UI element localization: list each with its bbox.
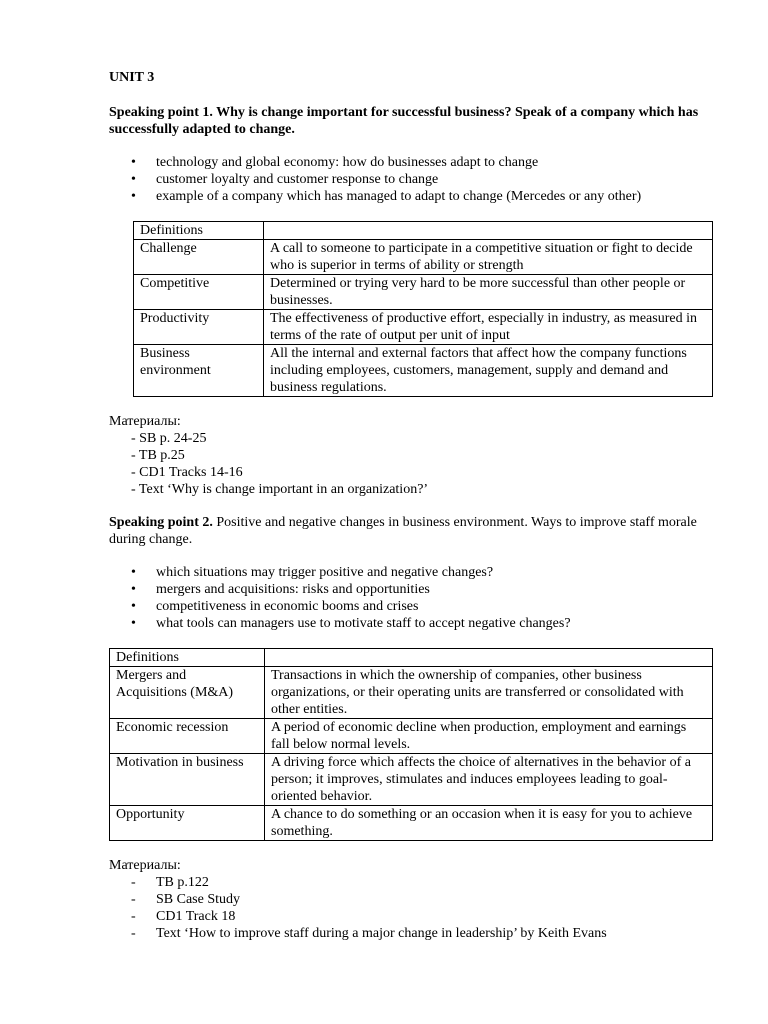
bullet-item: • what tools can managers use to motivate staff to accept negative changes? — [109, 615, 719, 632]
list-item: - TB p.25 — [131, 448, 185, 463]
bullet-item: • technology and global economy: how do businesses adapt to change — [109, 154, 719, 171]
table-row — [110, 806, 713, 841]
materials-heading-2: Материалы: — [109, 858, 181, 873]
term-cell: Economic recession — [110, 719, 265, 754]
document-page — [109, 69, 719, 942]
speaking-point-1-bullets — [109, 154, 719, 205]
speaking-point-2-text: Positive and negative changes in business environment. Ways to improve staff morale during change. — [109, 515, 697, 547]
bullet-item: • mergers and acquisitions: risks and opportunities — [109, 581, 719, 598]
definition-cell: Determined or trying very hard to be more successful than other people or businesses. — [264, 275, 713, 310]
list-item: - TB p.122 — [109, 874, 719, 891]
definition-cell: Transactions in which the ownership of companies, other business organizations, or their operating units are transferred or consolidated with other entities. — [265, 667, 713, 719]
table-header-row — [134, 222, 713, 240]
definition-cell: All the internal and external factors that affect how the company functions including employees, customers, management, supply and demand and business regulations. — [264, 345, 713, 397]
speaking-point-2-title — [109, 514, 719, 548]
definition-cell: A driving force which affects the choice of alternatives in the behavior of a person; it improves, stimulates and induces employees leading to goal-oriented behavior. — [265, 754, 713, 806]
table-row — [110, 754, 713, 806]
term-cell: Opportunity — [110, 806, 265, 841]
table-header-row — [110, 649, 713, 667]
term-cell: Challenge — [134, 240, 264, 275]
bullet-item: • example of a company which has managed to adapt to change (Mercedes or any other) — [109, 188, 719, 205]
bullet-item: • competitiveness in economic booms and crises — [109, 598, 719, 615]
list-item: - Text ‘How to improve staff during a major change in leadership’ by Keith Evans — [109, 925, 719, 942]
materials-list-2 — [109, 874, 719, 942]
definitions-table-2 — [109, 648, 713, 841]
list-item: - Text ‘Why is change important in an organization?’ — [131, 482, 429, 497]
table-header-empty — [265, 649, 713, 667]
table-header-cell: Definitions — [134, 222, 264, 240]
list-item: - CD1 Track 18 — [109, 908, 719, 925]
table-row — [134, 240, 713, 275]
definition-cell: A period of economic decline when production, employment and earnings fall below normal levels. — [265, 719, 713, 754]
term-cell: Productivity — [134, 310, 264, 345]
definition-cell: A chance to do something or an occasion when it is easy for you to achieve something. — [265, 806, 713, 841]
table-row — [110, 719, 713, 754]
definitions-table-1 — [133, 221, 713, 397]
speaking-point-2-bullets — [109, 564, 719, 632]
table-header-empty — [264, 222, 713, 240]
speaking-point-2-label: Speaking point 2. — [109, 515, 213, 530]
table-row — [134, 310, 713, 345]
table-row — [134, 345, 713, 397]
materials-list-1 — [109, 430, 719, 498]
table-header-cell: Definitions — [110, 649, 265, 667]
speaking-point-1-title: Speaking point 1. Why is change important for successful business? Speak of a company which has successfully adapted to change. — [109, 105, 699, 137]
term-cell: Motivation in business — [110, 754, 265, 806]
bullet-item: • which situations may trigger positive and negative changes? — [109, 564, 719, 581]
list-item: - SB p. 24-25 — [131, 431, 207, 446]
term-cell: Mergers and Acquisitions (M&A) — [110, 667, 265, 719]
list-item: - SB Case Study — [109, 891, 719, 908]
term-cell: Business environment — [134, 345, 264, 397]
definition-cell: A call to someone to participate in a competitive situation or fight to decide who is superior in terms of ability or strength — [264, 240, 713, 275]
table-row — [110, 667, 713, 719]
table-row — [134, 275, 713, 310]
list-item: - CD1 Tracks 14-16 — [131, 465, 243, 480]
unit-title: UNIT 3 — [109, 70, 155, 85]
definition-cell: The effectiveness of productive effort, especially in industry, as measured in terms of the rate of output per unit of input — [264, 310, 713, 345]
bullet-item: • customer loyalty and customer response to change — [109, 171, 719, 188]
materials-heading-1: Материалы: — [109, 414, 181, 429]
term-cell: Competitive — [134, 275, 264, 310]
